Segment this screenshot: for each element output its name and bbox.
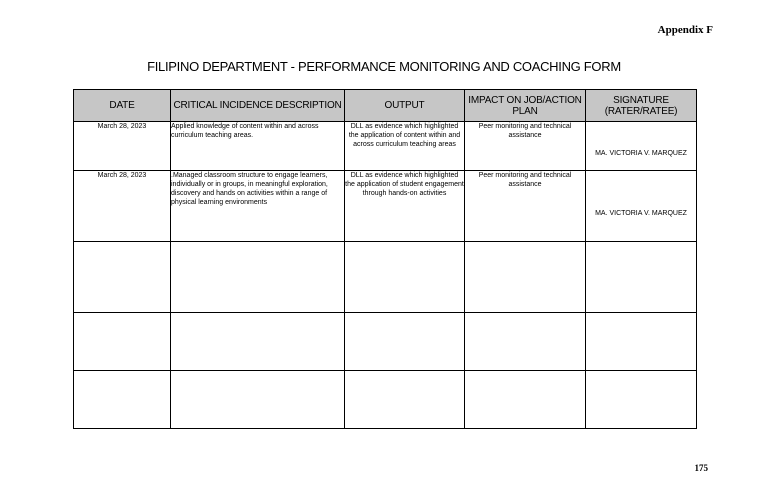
header-output: OUTPUT xyxy=(345,90,465,122)
empty-cell xyxy=(345,371,465,429)
empty-cell xyxy=(171,371,345,429)
empty-cell xyxy=(345,313,465,371)
output-cell: DLL as evidence which highlighted the application of student engagement through hands-on activities xyxy=(345,171,465,242)
form-title: FILIPINO DEPARTMENT - PERFORMANCE MONITORING AND COACHING FORM xyxy=(147,59,621,74)
impact-cell: Peer monitoring and technical assistance xyxy=(465,122,586,171)
header-date: DATE xyxy=(74,90,171,122)
date-cell: March 28, 2023 xyxy=(74,122,171,171)
empty-cell xyxy=(465,242,586,313)
empty-cell xyxy=(465,371,586,429)
empty-cell xyxy=(586,371,697,429)
impact-cell: Peer monitoring and technical assistance xyxy=(465,171,586,242)
empty-cell xyxy=(74,242,171,313)
appendix-label: Appendix F xyxy=(657,24,713,36)
empty-cell xyxy=(171,313,345,371)
empty-cell xyxy=(345,242,465,313)
table-row xyxy=(74,171,697,242)
description-cell: Applied knowledge of content within and across curriculum teaching areas. xyxy=(171,122,345,171)
table-row-empty xyxy=(74,371,697,429)
empty-cell xyxy=(586,242,697,313)
header-description: CRITICAL INCIDENCE DESCRIPTION xyxy=(171,90,345,122)
description-cell: .Managed classroom structure to engage learners, individually or in groups, in meaningful exploration, discovery and hands on activities within a range of physical learning environments xyxy=(171,171,345,242)
empty-cell xyxy=(586,313,697,371)
signature-name: MA. VICTORIA V. MARQUEZ xyxy=(595,149,687,157)
date-cell: March 28, 2023 xyxy=(74,171,171,242)
page-number: 175 xyxy=(694,463,708,473)
output-cell: DLL as evidence which highlighted the application of content within and across curriculum teaching areas xyxy=(345,122,465,171)
empty-cell xyxy=(171,242,345,313)
table-header-row xyxy=(74,90,697,122)
table-row xyxy=(74,122,697,171)
table-row-empty xyxy=(74,313,697,371)
empty-cell xyxy=(74,371,171,429)
signature-cell xyxy=(586,122,697,171)
empty-cell xyxy=(74,313,171,371)
monitoring-table xyxy=(73,89,697,429)
header-signature: SIGNATURE (RATER/RATEE) xyxy=(586,90,697,122)
signature-name: MA. VICTORIA V. MARQUEZ xyxy=(595,209,687,217)
header-impact: IMPACT ON JOB/ACTION PLAN xyxy=(465,90,586,122)
empty-cell xyxy=(465,313,586,371)
table-row-empty xyxy=(74,242,697,313)
signature-cell xyxy=(586,171,697,242)
